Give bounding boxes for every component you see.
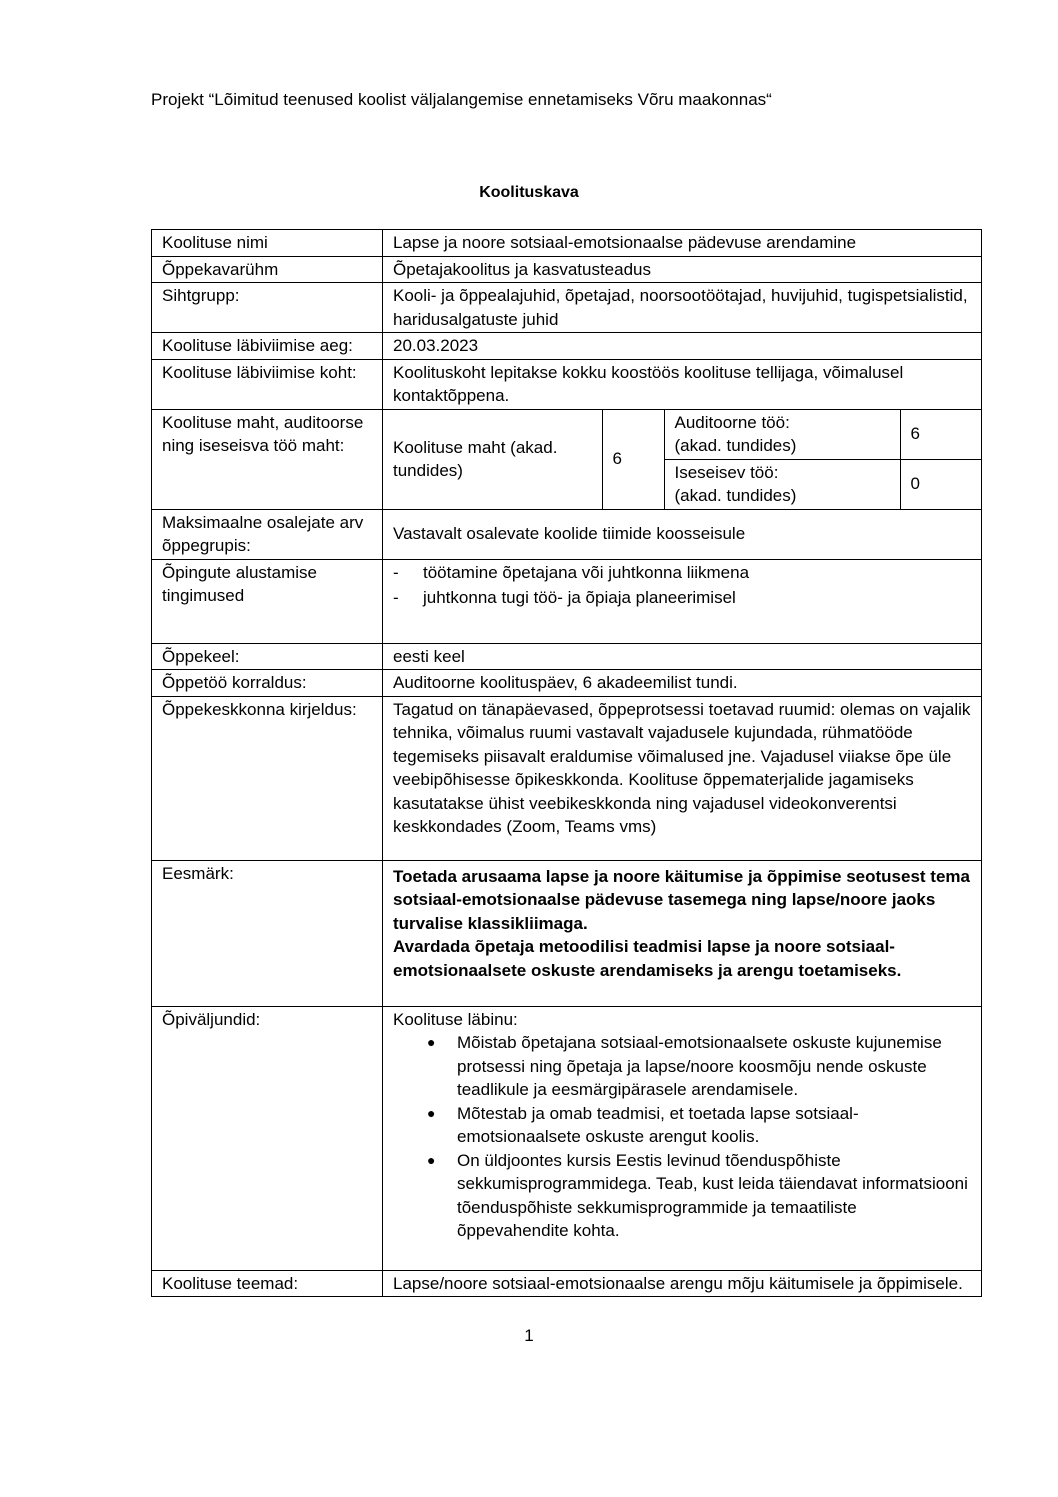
table-row [152,283,982,333]
row-value [383,559,982,643]
outcomes-list [393,1031,971,1243]
goal-paragraph-1: Toetada arusaama lapse ja noore käitumise ja õppimise seotusest tema sotsiaal-emotsionaalse pädevuse tasemega ning lapse/noore jaoks turvalise klassikliimaga. [393,866,970,933]
row-value: Tagatud on tänapäevased, õppeprotsessi toetavad ruumid: olemas on vajalik tehnika, võimalus ruumi vastavalt vajadusele kujundada, rühmatööde tegemiseks piisavalt eraldumise võimalused jne. Vajadusel viiakse õpe üle veebipõhisesse õpikeskkonda. Koolituse õppematerjalide jagamiseks kasutatakse ühist veebikeskkonda ning vajadusel videokonverentsi keskkondades (Zoom, Teams vms) [383,696,982,860]
row-value: Lapse/noore sotsiaal-emotsionaalse arengu mõju käitumisele ja õppimisele. [383,1270,982,1297]
row-label: Maksimaalne osalejate arv õppegrupis: [152,509,383,559]
bullet-icon: ● [427,1151,436,1168]
prerequisite-list [393,561,971,610]
table-row [152,359,982,409]
list-item: ● Mõtestab ja omab teadmisi, et toetada lapse sotsiaal-emotsionaalsete oskuste arengut koolis. [427,1102,971,1149]
row-label: Õppekeskkonna kirjeldus: [152,696,383,860]
row-label: Õppekavarühm [152,256,383,283]
table-row [152,1270,982,1297]
curriculum-table [151,229,982,1297]
outcomes-intro: Koolituse läbinu: [393,1009,518,1029]
table-row [152,509,982,559]
goal-paragraph-2: Avardada õpetaja metoodilisi teadmisi lapse ja noore sotsiaal-emotsionaalsete oskuste arendamiseks ja arengu toetamiseks. [393,937,902,980]
row-label: Koolituse nimi [152,230,383,257]
row-label: Õpingute alustamise tingimused [152,559,383,643]
row-label: Õppetöö korraldus: [152,670,383,697]
page-number: 1 [524,1326,534,1345]
table-row [152,696,982,860]
table-row [152,670,982,697]
bullet-icon: ● [427,1104,436,1121]
row-value: Lapse ja noore sotsiaal-emotsionaalse pädevuse arendamine [383,230,982,257]
list-item: - juhtkonna tugi töö- ja õpiaja planeerimisel [393,588,736,607]
auditorium-label: Auditoorne töö: (akad. tundides) [664,410,900,460]
row-label: Koolituse läbiviimise koht: [152,359,383,409]
volume-total-label: Koolituse maht (akad. tundides) [383,410,602,509]
document-title: Koolituskava [479,184,579,201]
row-value: Kooli- ja õppealajuhid, õpetajad, noorsootöötajad, huvijuhid, tugispetsialistid, haridusalgatuste juhid [383,283,982,333]
independent-label: Iseseisev töö: (akad. tundides) [664,459,900,509]
row-label: Koolituse läbiviimise aeg: [152,333,383,360]
table-row [152,860,982,1006]
row-label: Koolituse maht, auditoorse ning iseseisva töö maht: [152,409,383,509]
volume-subtable [383,410,981,509]
independent-value: 0 [910,474,920,494]
table-row [152,256,982,283]
table-row [152,559,982,643]
row-value: Õpetajakoolitus ja kasvatusteadus [383,256,982,283]
row-label: Õppekeel: [152,643,383,670]
volume-total-value: 6 [602,410,664,509]
list-item: ● Mõistab õpetajana sotsiaal-emotsionaalsete oskuste kujunemise protsessi ning õpetaja ja lapse/noore koosmõju nende oskuste teadlikule ja eesmärgipärasele arendamisele. [427,1031,971,1102]
row-label: Õpiväljundid: [152,1006,383,1270]
volume-cell [383,409,982,509]
list-item: - töötamine õpetajana või juhtkonna liikmena [393,562,750,582]
bullet-icon: ● [427,1034,436,1050]
row-value: eesti keel [383,643,982,670]
row-label: Koolituse teemad: [152,1270,383,1297]
row-value: Vastavalt osalevate koolide tiimide koosseisule [383,509,982,559]
project-header: Projekt “Lõimitud teenused koolist väljalangemise ennetamiseks Võru maakonnas“ [151,90,772,109]
table-row [152,230,982,257]
row-value [383,860,982,1006]
row-value: Auditoorne koolituspäev, 6 akadeemilist tundi. [383,670,982,697]
list-item: ● On üldjoontes kursis Eestis levinud tõenduspõhiste sekkumisprogrammidega. Teab, kust leida täiendavat informatsiooni tõenduspõhiste sekkumisprogrammide ja temaatiliste õppevahendite kohta. [427,1149,971,1243]
row-value: 20.03.2023 [383,333,982,360]
auditorium-value: 6 [900,410,981,460]
row-value [383,1006,982,1270]
row-value: Koolituskoht lepitakse kokku koostöös koolituse tellijaga, võimalusel kontaktõppena. [383,359,982,409]
table-row [152,643,982,670]
table-row [152,1006,982,1270]
row-label: Sihtgrupp: [152,283,383,333]
row-label: Eesmärk: [152,860,383,1006]
table-row [152,333,982,360]
table-row [152,409,982,509]
